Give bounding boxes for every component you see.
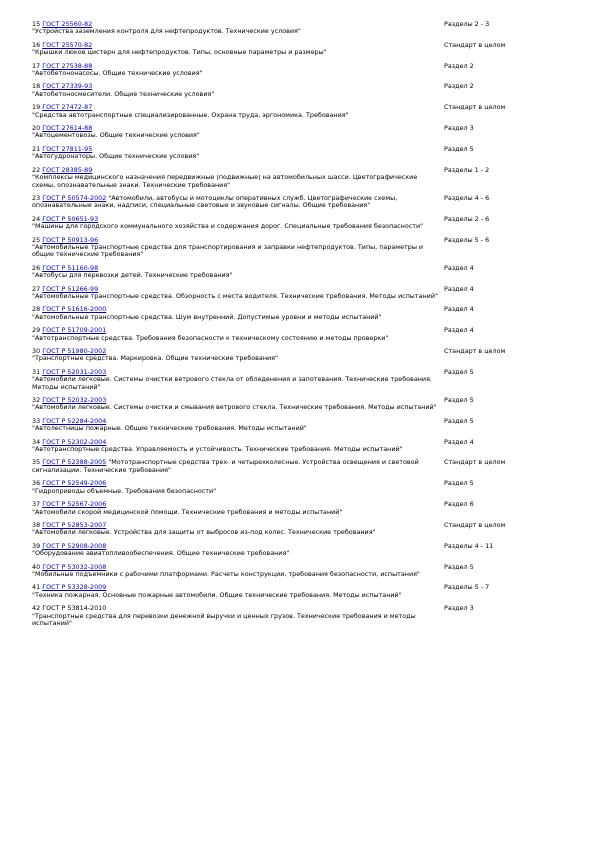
applicable-section: Стандарт в целом <box>444 103 506 112</box>
list-item <box>32 83 572 98</box>
item-number: 42 <box>32 604 41 613</box>
standard-title: "Автогудронаторы. Общие технические условия" <box>32 152 200 161</box>
item-number: 23 <box>32 193 41 202</box>
item-number: 40 <box>32 562 41 571</box>
standard-link[interactable]: ГОСТ Р 52908-2008 <box>42 541 107 550</box>
applicable-section: Стандарт в целом <box>444 40 506 49</box>
standard-entry <box>32 146 440 161</box>
standard-link[interactable]: ГОСТ 27472-87 <box>42 103 93 112</box>
applicable-section: Раздел 5 <box>444 367 474 376</box>
standard-entry <box>32 584 440 599</box>
standard-entry <box>32 439 440 454</box>
list-item <box>32 125 572 140</box>
standard-link[interactable]: ГОСТ 27339-93 <box>42 82 93 91</box>
list-item <box>32 480 572 495</box>
standard-entry <box>32 348 440 363</box>
item-number: 25 <box>32 235 41 244</box>
list-item <box>32 418 572 433</box>
standard-link[interactable]: ГОСТ 28385-89 <box>42 165 93 174</box>
list-item <box>32 439 572 454</box>
list-item <box>32 104 572 119</box>
standard-title: "Автомобили легковые. Системы очистки ветрового стекла от обледенения и запотевания. Технические требования. Методы испытаний" <box>32 375 432 391</box>
standard-link[interactable]: ГОСТ Р 52032-2003 <box>42 396 107 405</box>
list-item <box>32 42 572 57</box>
standard-title: "Средства автотранспортные специализированные. Охрана труда, эргономика. Требования" <box>32 110 349 119</box>
standard-link[interactable]: ГОСТ Р 52549-2006 <box>42 479 107 488</box>
standard-title: "Автомобильные транспортные средства. Обзорность с места водителя. Технические требования. Методы испытаний" <box>32 291 438 300</box>
standard-title: "Автомобили легковые. Системы очистки и смывания ветрового стекла. Технические требования. Методы испытаний" <box>32 403 437 412</box>
standard-title: "Транспортные средства для перевозки денежной выручки и ценных грузов. Технические требования и методы испытаний" <box>32 611 416 627</box>
standard-link[interactable]: ГОСТ Р 53032-2008 <box>42 562 107 571</box>
standard-title: "Автотранспортные средства. Требования безопасности к техническому состоянию и методы проверки" <box>32 333 389 342</box>
list-item <box>32 348 572 363</box>
standard-entry <box>32 286 440 301</box>
standard-entry <box>32 216 440 231</box>
item-number: 22 <box>32 165 41 174</box>
applicable-section: Разделы 4 - 6 <box>444 193 490 202</box>
list-item <box>32 564 572 579</box>
item-number: 41 <box>32 583 41 592</box>
standard-link[interactable]: ГОСТ 27538-88 <box>42 61 93 70</box>
item-number: 27 <box>32 284 41 293</box>
list-item <box>32 543 572 558</box>
applicable-section: Стандарт в целом <box>444 520 506 529</box>
standard-link[interactable]: ГОСТ Р 51616-2000 <box>42 305 107 314</box>
item-number: 29 <box>32 326 41 335</box>
item-number: 28 <box>32 305 41 314</box>
applicable-section: Раздел 3 <box>444 124 474 133</box>
item-number: 31 <box>32 367 41 376</box>
standard-link[interactable]: ГОСТ Р 50574-2002 <box>42 193 107 202</box>
list-item <box>32 584 572 599</box>
standard-entry <box>32 522 440 537</box>
standard-title: "Автолестницы пожарные. Общие технические требования. Методы испытаний" <box>32 424 307 433</box>
item-number: 32 <box>32 396 41 405</box>
applicable-section: Стандарт в целом <box>444 347 506 355</box>
item-number: 19 <box>32 103 41 112</box>
standard-title: "Гидроприводы объемные. Требования безопасности" <box>32 486 217 495</box>
standard-entry <box>32 501 440 516</box>
standard-title: "Автоцементовозы. Общие технические условия" <box>32 131 200 140</box>
standard-title: "Автомобили легковые. Устройства для защиты от выбросов из-под колес. Технические требования" <box>32 528 376 537</box>
standard-entry <box>32 195 440 210</box>
standard-entry <box>32 125 440 140</box>
standard-title: "Комплексы медицинского назначения передвижные (подвижные) на автомобильных шасси. Цветографические схемы, опознавательные знаки. Технические требования" <box>32 173 418 189</box>
item-number: 18 <box>32 82 41 91</box>
standard-title: "Автомобильные транспортные средства для транспортирования и заправки нефтепродуктов. Типы, параметры и общие технические требования" <box>32 242 424 259</box>
item-number: 39 <box>32 541 41 550</box>
item-number: 15 <box>32 20 41 28</box>
applicable-section: Раздел 5 <box>444 479 474 488</box>
standard-title: "Автомобильные транспортные средства. Шум внутренний. Допустимые уровни и методы испытаний" <box>32 312 382 321</box>
applicable-section: Раздел 3 <box>444 604 474 613</box>
standard-entry <box>32 63 440 78</box>
standard-entry <box>32 397 440 412</box>
item-number: 35 <box>32 458 41 467</box>
list-item <box>32 327 572 342</box>
list-item <box>32 306 572 321</box>
list-item <box>32 237 572 259</box>
standard-entry <box>32 265 440 280</box>
list-item <box>32 459 572 474</box>
applicable-section: Стандарт в целом <box>444 458 506 467</box>
standard-code: ГОСТ Р 53814-2010 <box>42 604 107 613</box>
standard-entry <box>32 104 440 119</box>
standard-link[interactable]: ГОСТ Р 52567-2006 <box>42 500 107 509</box>
standard-link[interactable]: ГОСТ Р 51709-2001 <box>42 326 107 335</box>
standard-title: "Крышки люков цистерн для нефтепродуктов. Типы, основные параметры и размеры" <box>32 48 327 57</box>
standard-link[interactable]: ГОСТ 25570-82 <box>42 40 93 49</box>
applicable-section: Раздел 6 <box>444 500 474 509</box>
applicable-section: Разделы 4 - 11 <box>444 541 494 550</box>
standard-entry <box>32 167 440 189</box>
applicable-section: Раздел 5 <box>444 562 474 571</box>
standard-entry <box>32 369 440 391</box>
applicable-section: Раздел 5 <box>444 416 474 425</box>
standard-link[interactable]: ГОСТ Р 50651-93 <box>42 214 99 223</box>
standard-link[interactable]: ГОСТ Р 52853-2007 <box>42 520 107 529</box>
list-item <box>32 397 572 412</box>
standard-link[interactable]: ГОСТ Р 50913-96 <box>42 235 99 244</box>
standard-entry <box>32 564 440 579</box>
standard-entry <box>32 327 440 342</box>
standard-link[interactable]: ГОСТ Р 52031-2003 <box>42 367 107 376</box>
item-number: 16 <box>32 40 41 49</box>
standard-title: "Автобетоносмесители. Общие технические условия" <box>32 89 215 98</box>
applicable-section: Разделы 2 - 6 <box>444 214 490 223</box>
standard-link[interactable]: ГОСТ Р 51980-2002 <box>42 347 107 355</box>
list-item <box>32 522 572 537</box>
applicable-section: Раздел 5 <box>444 144 474 153</box>
item-number: 34 <box>32 437 41 446</box>
applicable-section: Раздел 4 <box>444 305 474 314</box>
list-item <box>32 63 572 78</box>
list-item <box>32 21 572 36</box>
standard-title: "Устройства заземления контроля для нефтепродуктов. Технические условия" <box>32 27 301 36</box>
standard-link[interactable]: ГОСТ Р 51266-99 <box>42 284 99 293</box>
standard-title: "Автомобили скорой медицинской помощи. Технические требования и методы испытаний" <box>32 507 343 516</box>
standard-entry <box>32 21 440 36</box>
standard-link[interactable]: ГОСТ 25560-82 <box>42 20 93 28</box>
applicable-section: Разделы 5 - 7 <box>444 583 490 592</box>
standard-title: "Оборудование авиатопливообеспечения. Общие технические требования" <box>32 549 290 558</box>
applicable-section: Раздел 5 <box>444 396 474 405</box>
standard-link[interactable]: ГОСТ Р 52284-2004 <box>42 416 107 425</box>
list-item <box>32 501 572 516</box>
standard-entry <box>32 480 440 495</box>
standards-list <box>32 21 572 633</box>
standard-entry <box>32 42 440 57</box>
item-number: 17 <box>32 61 41 70</box>
list-item <box>32 216 572 231</box>
applicable-section: Раздел 2 <box>444 61 474 70</box>
standard-entry <box>32 459 440 474</box>
applicable-section: Разделы 5 - 6 <box>444 235 490 244</box>
applicable-section: Раздел 4 <box>444 263 474 272</box>
standard-title: "Автотранспортные средства. Управляемость и устойчивость. Технические требования. Методы испытаний" <box>32 445 403 454</box>
list-item <box>32 265 572 280</box>
standard-link[interactable]: ГОСТ 27614-88 <box>42 124 93 133</box>
item-number: 36 <box>32 479 41 488</box>
standard-link[interactable]: ГОСТ Р 51160-98 <box>42 263 99 272</box>
item-number: 24 <box>32 214 41 223</box>
standard-entry <box>32 418 440 433</box>
applicable-section: Раздел 4 <box>444 326 474 335</box>
item-number: 33 <box>32 416 41 425</box>
standard-entry <box>32 83 440 98</box>
applicable-section: Разделы 1 - 2 <box>444 165 490 174</box>
standard-link[interactable]: ГОСТ Р 52388-2005 <box>42 458 107 467</box>
item-number: 26 <box>32 263 41 272</box>
applicable-section: Раздел 2 <box>444 82 474 91</box>
standard-title: "Транспортные средства. Маркировка. Общие технические требования" <box>32 354 278 363</box>
list-item <box>32 167 572 189</box>
standard-title: "Автобусы для перевозки детей. Технические требования" <box>32 271 233 280</box>
applicable-section: Разделы 2 - 3 <box>444 20 490 28</box>
item-number: 21 <box>32 144 41 153</box>
list-item <box>32 195 572 210</box>
standard-link[interactable]: ГОСТ Р 53328-2009 <box>42 583 107 592</box>
list-item <box>32 146 572 161</box>
list-item <box>32 369 572 391</box>
applicable-section: Раздел 4 <box>444 437 474 446</box>
item-number: 38 <box>32 520 41 529</box>
standard-title: "Машины для городского коммунального хозяйства и содержания дорог. Специальные требования безопасности" <box>32 222 424 231</box>
item-number: 37 <box>32 500 41 509</box>
standard-link[interactable]: ГОСТ 27811-95 <box>42 144 93 153</box>
standard-title: "Мобильные подъемники с рабочими платформами. Расчеты конструкции, требования безопасности, испытания" <box>32 569 420 578</box>
standard-title: "Автомобили, автобусы и мотоциклы оперативных служб. Цветографические схемы, опознавательные знаки, надписи, специальные световые и звуковые сигналы. Общие требования" <box>32 193 398 210</box>
standard-title: "Мототранспортные средства трех- и четырехколесные. Устройства освещения и световой сигнализации. Технические требования" <box>32 458 419 474</box>
list-item <box>32 605 572 627</box>
standard-title: "Техника пожарная. Основные пожарные автомобили. Общие технические требования. Методы испытаний" <box>32 590 402 599</box>
list-item <box>32 286 572 301</box>
standard-link[interactable]: ГОСТ Р 52302-2004 <box>42 437 107 446</box>
standard-entry <box>32 306 440 321</box>
applicable-section: Раздел 4 <box>444 284 474 293</box>
item-number: 30 <box>32 347 41 355</box>
standard-title: "Автобетононасосы. Общие технические условия" <box>32 69 203 78</box>
standard-entry <box>32 237 440 259</box>
standard-entry <box>32 543 440 558</box>
standard-entry <box>32 605 440 627</box>
item-number: 20 <box>32 124 41 133</box>
